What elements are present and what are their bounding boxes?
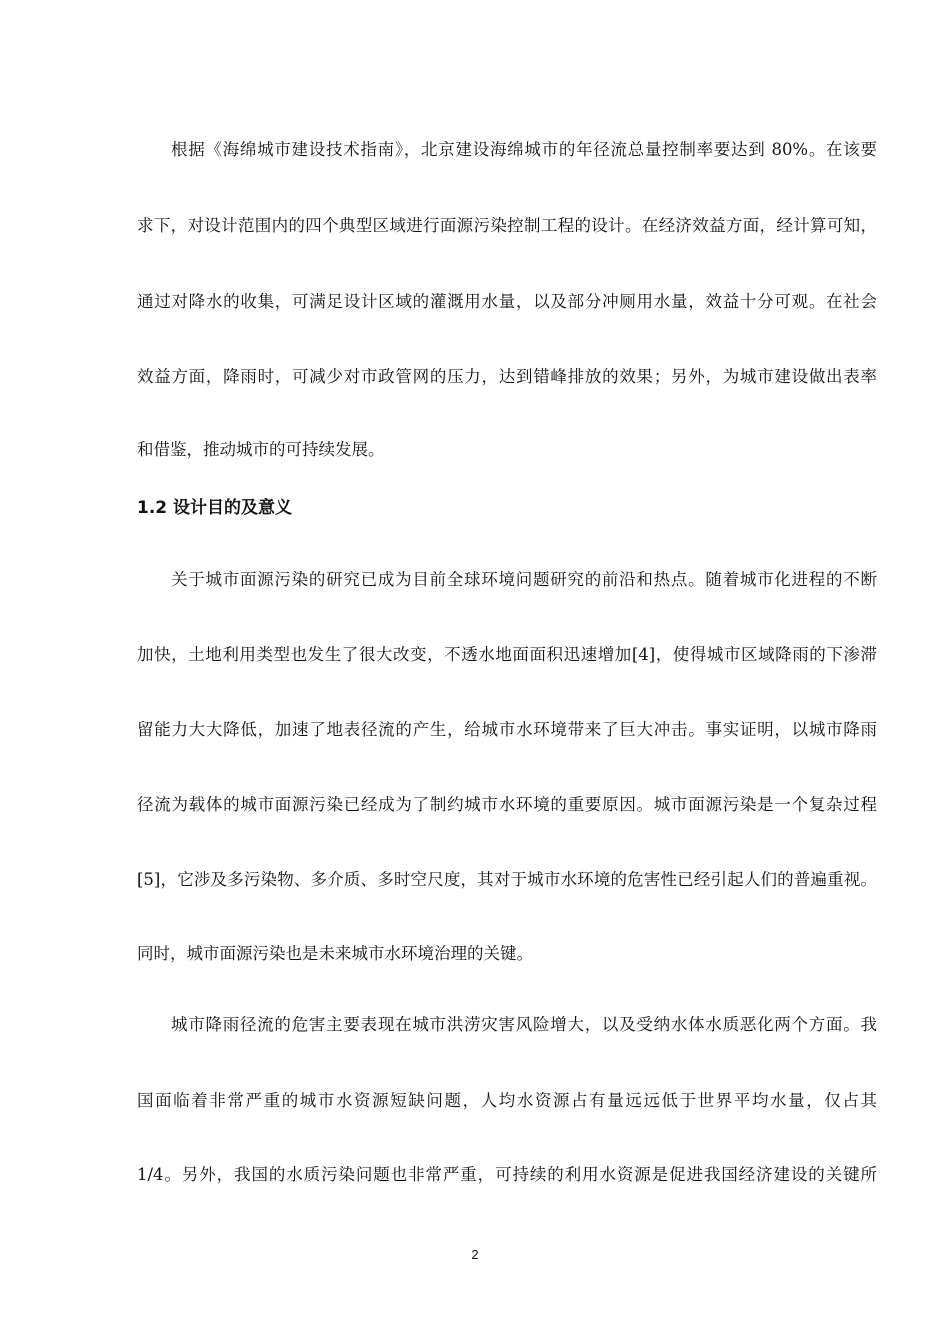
paragraph-3-line-3: 1/4。另外，我国的水质污染问题也非常严重，可持续的利用水资源是促进我国经济建设的关键所 <box>137 1165 877 1184</box>
paragraph-1-line-1: 根据《海绵城市建设技术指南》，北京建设海绵城市的年径流总量控制率要达到 80%。在该要 <box>171 140 877 159</box>
paragraph-1-line-4: 效益方面，降雨时，可减少对市政管网的压力，达到错峰排放的效果；另外，为城市建设做出表率 <box>137 367 877 386</box>
page-number: 2 <box>471 1247 479 1262</box>
paragraph-2-line-3: 留能力大大降低，加速了地表径流的产生，给城市水环境带来了巨大冲击。事实证明，以城市降雨 <box>137 720 877 739</box>
paragraph-2-line-6: 同时，城市面源污染也是未来城市水环境治理的关键。 <box>137 944 533 963</box>
paragraph-3-line-1: 城市降雨径流的危害主要表现在城市洪涝灾害风险增大，以及受纳水体水质恶化两个方面。我 <box>171 1015 877 1034</box>
paragraph-1-line-5: 和借鉴，推动城市的可持续发展。 <box>137 440 385 459</box>
paragraph-2-line-5: [5]，它涉及多污染物、多介质、多时空尺度，其对于城市水环境的危害性已经引起人们的普遍重视。 <box>137 870 877 889</box>
paragraph-1-line-2: 求下，对设计范围内的四个典型区域进行面源污染控制工程的设计。在经济效益方面，经计算可知， <box>137 216 877 235</box>
paragraph-3-line-2: 国面临着非常严重的城市水资源短缺问题，人均水资源占有量远远低于世界平均水量，仅占其 <box>137 1091 877 1110</box>
paragraph-2-line-2: 加快，土地利用类型也发生了很大改变，不透水地面面积迅速增加[4]，使得城市区域降雨的下渗滞 <box>137 645 877 664</box>
section-heading: 1.2 设计目的及意义 <box>137 498 293 518</box>
paragraph-1-line-3: 通过对降水的收集，可满足设计区域的灌溉用水量，以及部分冲厕用水量，效益十分可观。在社会 <box>137 292 877 311</box>
paragraph-2-line-1: 关于城市面源污染的研究已成为目前全球环境问题研究的前沿和热点。随着城市化进程的不断 <box>171 570 877 589</box>
paragraph-2-line-4: 径流为载体的城市面源污染已经成为了制约城市水环境的重要原因。城市面源污染是一个复杂过程 <box>137 795 877 814</box>
